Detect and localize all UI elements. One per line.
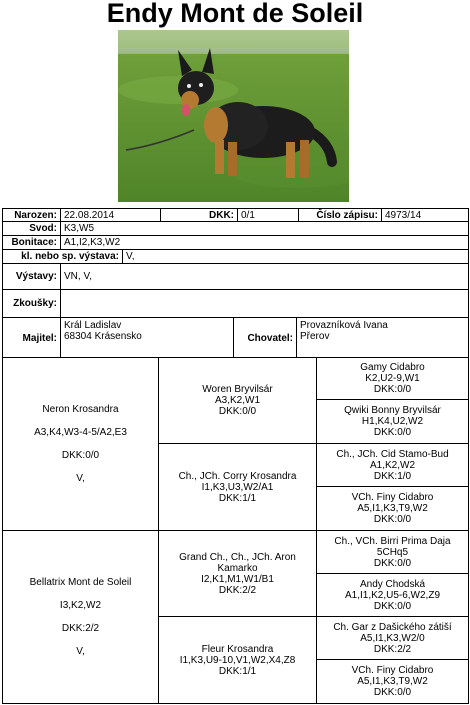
gen2-line2: I1,K3,U9-10,V1,W2,X4,Z8 [179,654,296,666]
gen3-line3: DKK:0/0 [373,557,412,569]
dkk-value: 0/1 [238,209,299,222]
dam-line3: DKK:2/2 [61,623,100,634]
vystavy-label: Výstavy: [3,264,61,290]
narozen-label: Narozen: [3,209,61,222]
gen3-line3: DKK:0/0 [373,687,412,698]
pedigree-gen3-item [317,574,468,617]
pedigree-table [2,358,469,704]
gen2-line3: DKK:1/1 [218,665,257,677]
gen2-line3: DKK:0/0 [218,406,257,417]
zkousky-value [61,290,468,318]
pedigree-gen2-item [159,617,317,703]
cislo-zapisu-label: Číslo zápisu: [299,209,382,222]
gen3-line2: 5CHq5 [376,546,409,558]
gen3-name: Ch., VCh. Birri Prima Daja [334,535,451,547]
dog-photo [118,30,349,202]
gen3-name: VCh. Finy Cidabro [351,665,434,676]
gen3-name: Gamy Cidabro [360,362,425,373]
svod-label: Svod: [3,222,61,236]
gen3-line2: K2,U2-9,W1 [365,373,420,384]
chovatel-address: Přerov [300,331,330,342]
gen2-name: Ch., JCh. Corry Krosandra [178,470,297,482]
pedigree-gen3-item [317,444,468,487]
narozen-value: 22.08.2014 [61,209,161,222]
dam-name: Bellatrix Mont de Soleil [29,577,132,588]
pedigree-dam [3,531,159,703]
sire-line2: A3,K4,W3-4-5/A2,E3 [34,427,127,438]
pedigree-gen2-item [159,444,317,531]
gen2-line2: I2,K1,M1,W1/B1 [201,573,274,585]
sire-line3: DKK:0/0 [61,450,100,461]
bonitace-label: Bonitace: [3,236,61,250]
gen3-line3: DKK:1/0 [373,470,412,482]
svod-value: K3,W5 [61,222,468,236]
sire-line4: V, [76,473,85,484]
dam-line2: I3,K2,W2 [59,600,102,611]
gen3-line2: A5,I1,K3,T9,W2 [357,676,428,687]
vystavy-value: VN, V, [61,264,468,290]
gen2-line3: DKK:2/2 [218,584,257,596]
pedigree-gen3-item [317,487,468,531]
majitel-label: Majitel: [3,318,61,358]
gen3-line2: A1,K2,W2 [369,459,416,471]
zkousky-label: Zkoušky: [3,290,61,318]
gen3-line2: A5,I1,K3,W2/0 [360,632,425,644]
sire-name: Neron Krosandra [42,404,119,415]
kl-vystava-value: V, [123,250,468,264]
page-title: Endy Mont de Soleil [106,0,364,28]
gen2-name: Fleur Krosandra [201,643,274,655]
pedigree-gen3-item [317,660,468,703]
gen3-line3: DKK:0/0 [373,514,412,525]
gen3-name: Andy Chodská [359,578,426,590]
majitel-value [61,318,234,358]
gen3-name: Qwiki Bonny Bryvilsár [344,405,441,416]
gen2-name: Grand Ch., Ch., JCh. Aron [179,551,296,563]
pedigree-sire [3,358,159,531]
dkk-label: DKK: [161,209,238,222]
gen3-line3: DKK:0/0 [373,600,412,612]
gen3-line2: A5,I1,K3,T9,W2 [357,503,428,514]
chovatel-value [297,318,468,358]
pedigree-gen2-item [159,531,317,617]
gen3-name: Ch., JCh. Cid Stamo-Bud [336,448,449,460]
dog-photo-icon [118,30,349,202]
info-table [2,208,469,358]
gen3-line2: H1,K4,U2,W2 [361,416,424,427]
gen2-line2: A3,K2,W1 [214,395,261,406]
gen2-line3: DKK:1/1 [218,492,257,504]
gen3-name: Ch. Gar z Dašického zátiší [333,621,452,633]
dam-line4: V, [76,646,85,657]
gen2-line2: I1,K3,U3,W2/A1 [201,481,274,493]
bonitace-value: A1,I2,K3,W2 [61,236,468,250]
pedigree-gen2-item [159,358,317,444]
majitel-name: Král Ladislav [64,320,122,331]
pedigree-gen3-item [317,617,468,660]
pedigree-gen3-item [317,531,468,574]
pedigree-gen3-item [317,400,468,444]
gen3-line3: DKK:2/2 [373,643,412,655]
gen3-line2: A1,I1,K2,U5-6,W2,Z9 [344,589,441,601]
cislo-zapisu-value: 4973/14 [382,209,468,222]
pedigree-gen3-item [317,358,468,400]
gen3-line3: DKK:0/0 [373,384,412,395]
gen3-line3: DKK:0/0 [373,427,412,438]
gen2-name2: Kamarko [217,562,258,574]
majitel-address: 68304 Krásensko [64,331,142,342]
chovatel-label: Chovatel: [234,318,297,358]
gen2-name: Woren Bryvilsár [202,384,273,395]
gen3-name: VCh. Finy Cidabro [351,492,434,503]
kl-vystava-label: kl. nebo sp. výstava: [3,250,123,264]
chovatel-name: Provazníková Ivana [300,320,388,331]
